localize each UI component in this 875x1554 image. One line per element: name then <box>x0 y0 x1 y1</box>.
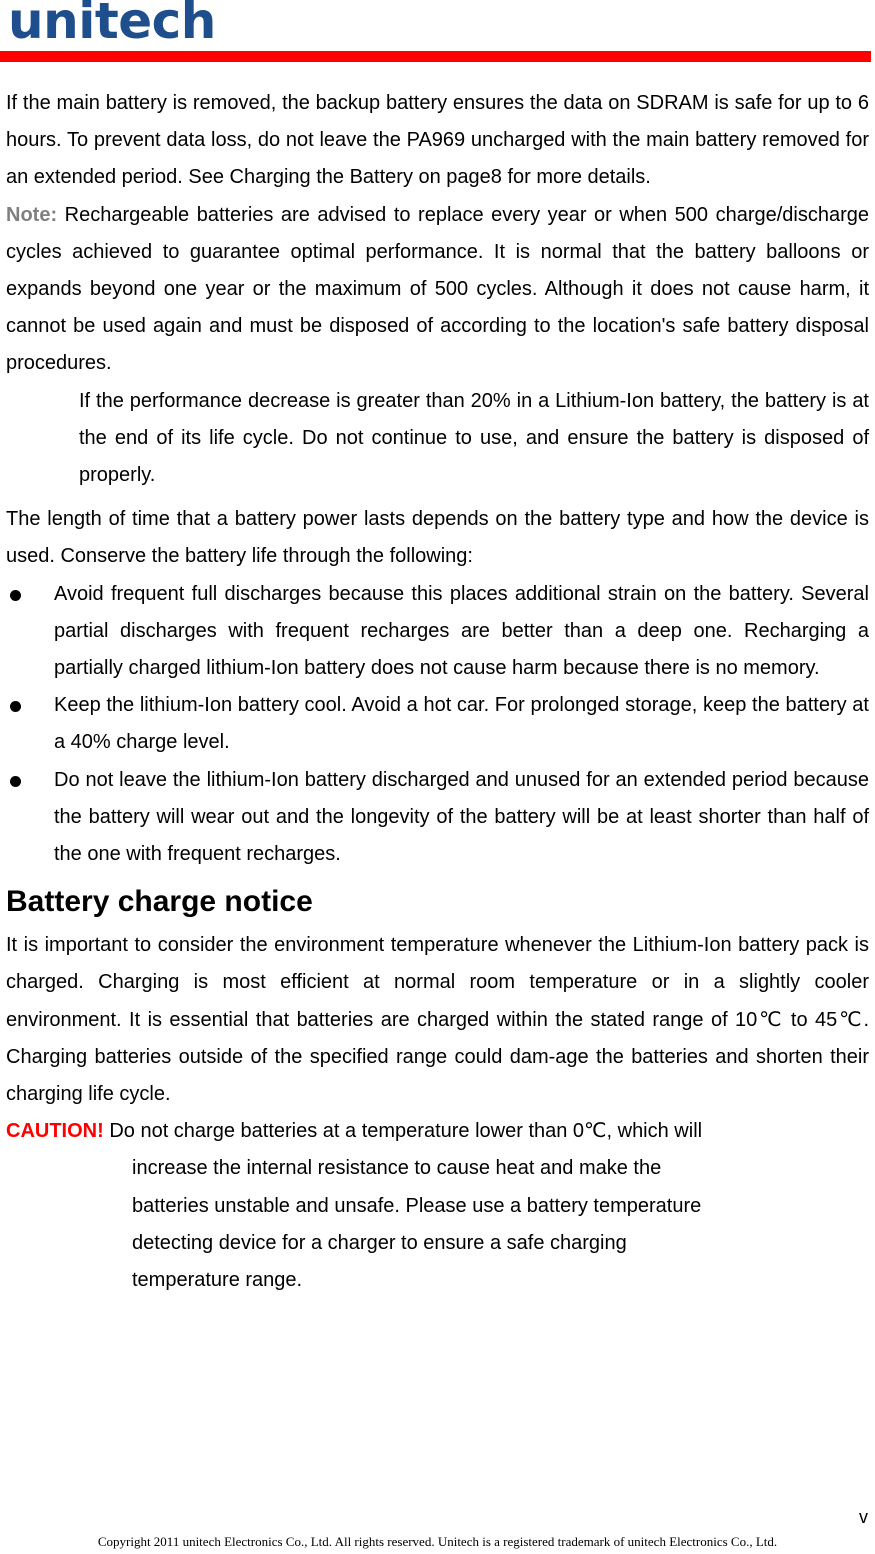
bullet-icon <box>6 687 54 761</box>
note-paragraph-2: If the performance decrease is greater than 20% in a Lithium-Ion battery, the battery is at the end of its life cycle. Do not continue to use, and ensure the battery is disposed of properly. <box>79 389 869 487</box>
page-number: v <box>859 1507 868 1527</box>
list-item <box>6 687 869 761</box>
caution-line: temperature range. <box>132 1269 303 1292</box>
bullet-text: Do not leave the lithium-Ion battery discharged and unused for an extended period because the battery will wear out and the longevity of the battery will be at least shorter than half of the one with frequent recharges. <box>54 768 869 866</box>
caution-line: increase the internal resistance to cause heat and make the <box>132 1157 662 1180</box>
intro-paragraph: If the main battery is removed, the backup battery ensures the data on SDRAM is safe for up to 6 hours. To prevent data loss, do not leave the PA969 uncharged with the main battery removed for an extended period. See Charging the Battery on page8 for more details. <box>6 92 869 189</box>
header-red-bar <box>0 51 871 62</box>
charge-notice-paragraph: It is important to consider the environment temperature whenever the Lithium-Ion battery pack is charged. Charging is most efficient at normal room temperature or in a slightly cooler environment. It is essential that batteries are charged within the stated range of 10℃ to 45℃. Charging batteries outside of the specified range could dam-age the batteries and shorten their charging life cycle. <box>6 934 869 1106</box>
caution-label: CAUTION! <box>6 1120 104 1143</box>
note-label: Note: <box>6 203 58 226</box>
unitech-logo: unitech <box>8 0 216 50</box>
bullet-icon <box>6 576 54 688</box>
note-body <box>6 197 869 383</box>
bullet-text: Avoid frequent full discharges because this places additional strain on the battery. Several partial discharges with frequent recharges are better than a deep one. Recharging a partially charged lithium-Ion battery does not cause harm because there is no memory. <box>54 582 869 680</box>
charge-notice-heading: Battery charge notice <box>6 885 313 919</box>
battery-life-intro: The length of time that a battery power lasts depends on the battery type and how the device is used. Conserve the battery life through the following: <box>6 508 869 568</box>
caution-block <box>6 1113 869 1299</box>
caution-line: batteries unstable and unsafe. Please use a battery temperature <box>132 1194 702 1217</box>
page-content <box>6 85 869 1299</box>
note-paragraph-1-text: Rechargeable batteries are advised to replace every year or when 500 charge/discharge cycles achieved to guarantee optimal performance. It is normal that the battery balloons or expands beyond one year or the maximum of 500 cycles. Although it does not cause harm, it cannot be used again and must be disposed of according to the location's safe battery disposal procedures. <box>6 203 869 375</box>
caution-line: detecting device for a charger to ensure a safe charging <box>132 1231 627 1254</box>
caution-first-line: Do not charge batteries at a temperature lower than 0℃, which will <box>109 1120 703 1143</box>
bullet-text: Keep the lithium-Ion battery cool. Avoid a hot car. For prolonged storage, keep the battery at a 40% charge level. <box>54 694 869 754</box>
battery-tips-list <box>6 576 869 874</box>
note-block <box>6 197 869 383</box>
list-item <box>6 762 869 874</box>
bullet-icon <box>6 762 54 874</box>
note-paragraph-1 <box>6 197 869 383</box>
list-item <box>6 576 869 688</box>
copyright-footer: Copyright 2011 unitech Electronics Co., Ltd. All rights reserved. Unitech is a registered trademark of unitech Electronics Co., Ltd. <box>97 1534 778 1549</box>
